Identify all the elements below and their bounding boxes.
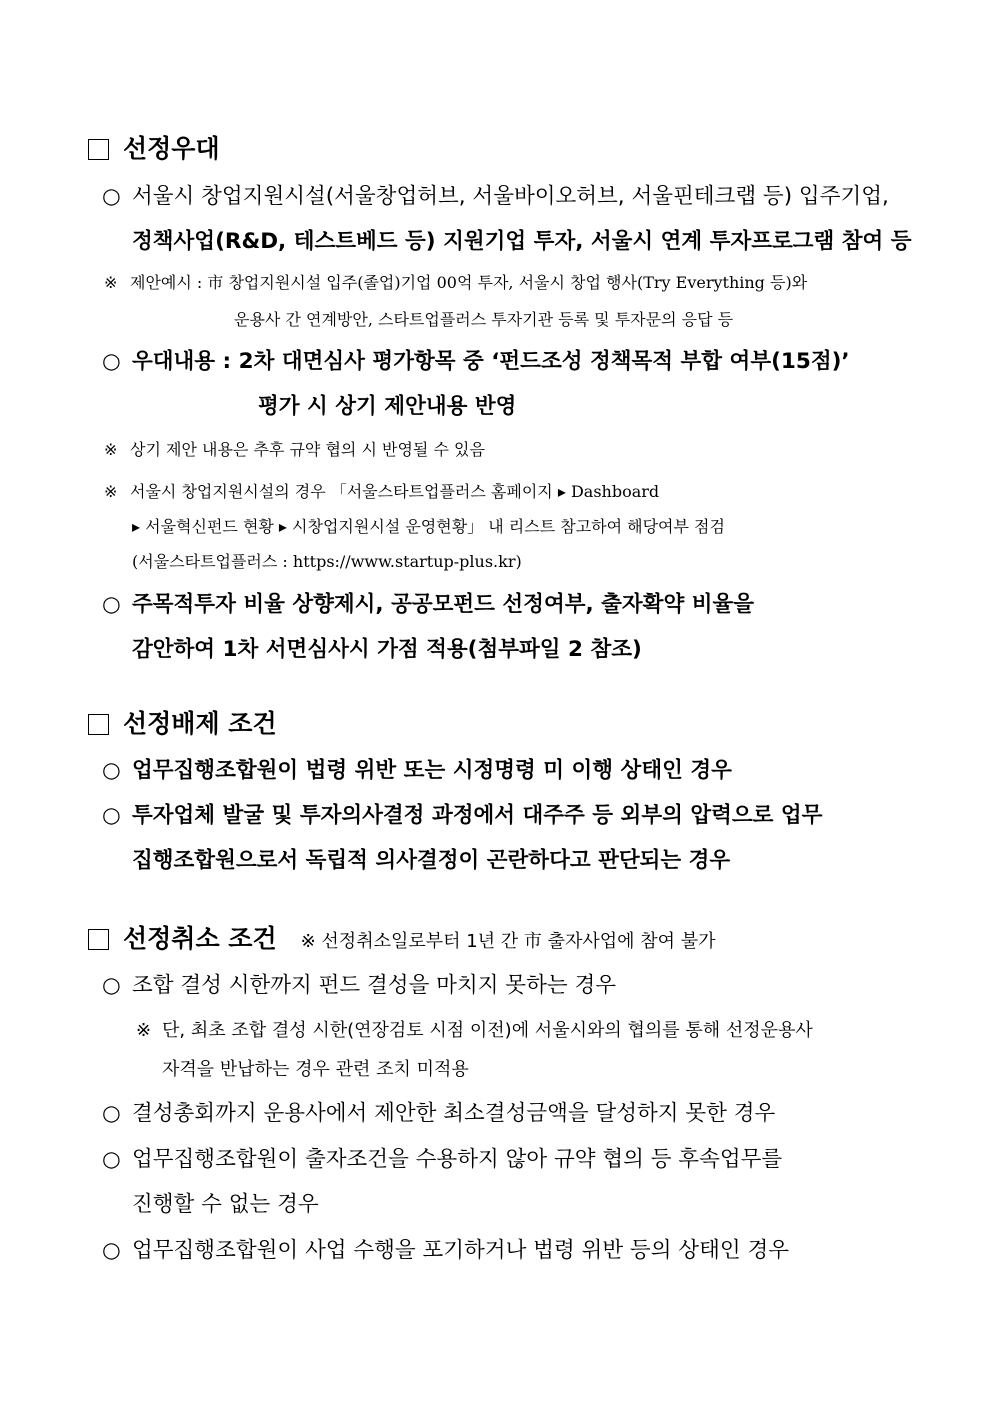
bullet-item: ○ 업무집행조합원이 사업 수행을 포기하거나 법령 위반 등의 상태인 경우 — [102, 1238, 789, 1263]
note-item-continued: (서울스타트업플러스 : https://www.startup-plus.kr) — [132, 552, 522, 571]
circle-bullet-icon: ○ — [102, 184, 121, 209]
section-heading-preference: 선정우대 — [88, 136, 220, 161]
bullet-item: ○ 우대내용 : 2차 대면심사 평가항목 중 ‘펀드조성 정책목적 부합 여부(15점)’ — [102, 349, 850, 374]
note-item-continued: 자격을 반납하는 경우 관련 조치 미적용 — [162, 1059, 469, 1080]
circle-bullet-icon: ○ — [102, 973, 121, 998]
section-heading-note: ※ 선정취소일로부터 1년 간 市 출자사업에 참여 불가 — [300, 931, 716, 952]
note-item-continued: ▸ 서울혁신펀드 현황 ▸ 시창업지원시설 운영현황」 내 리스트 참고하여 해당여부 점검 — [132, 517, 725, 536]
note-item-continued: 운용사 간 연계방안, 스타트업플러스 투자기관 등록 및 투자문의 응답 등 — [234, 310, 734, 329]
bullet-item-continued: 감안하여 1차 서면심사시 가점 적용(첨부파일 2 참조) — [132, 637, 642, 662]
circle-bullet-icon: ○ — [102, 758, 121, 783]
circle-bullet-icon: ○ — [102, 592, 121, 617]
bullet-item: ○ 업무집행조합원이 출자조건을 수용하지 않아 규약 협의 등 후속업무를 — [102, 1147, 783, 1172]
bullet-item: ○ 업무집행조합원이 법령 위반 또는 시정명령 미 이행 상태인 경우 — [102, 758, 732, 783]
reference-mark-icon: ※ — [136, 1020, 152, 1041]
bullet-item-continued: 정책사업(R&D, 테스트베드 등) 지원기업 투자, 서울시 연계 투자프로그램 참여 등 — [132, 229, 912, 254]
reference-mark-icon: ※ — [104, 273, 118, 292]
bullet-item: ○ 투자업체 발굴 및 투자의사결정 과정에서 대주주 등 외부의 압력으로 업무 — [102, 803, 823, 828]
note-item: ※ 단, 최초 조합 결성 시한(연장검토 시점 이전)에 서울시와의 협의를 통해 선정운용사 — [136, 1020, 813, 1041]
note-item: ※ 제안예시 : 市 창업지원시설 입주(졸업)기업 00억 투자, 서울시 창업 행사(Try Everything 등)와 — [104, 273, 808, 292]
bullet-item: ○ 주목적투자 비율 상향제시, 공공모펀드 선정여부, 출자확약 비율을 — [102, 592, 755, 617]
circle-bullet-icon: ○ — [102, 803, 121, 828]
section-heading-cancellation: 선정취소 조건 ※ 선정취소일로부터 1년 간 市 출자사업에 참여 불가 — [88, 926, 716, 951]
reference-mark-icon: ※ — [104, 440, 118, 459]
circle-bullet-icon: ○ — [102, 1238, 121, 1263]
note-item: ※ 서울시 창업지원시설의 경우 「서울스타트업플러스 홈페이지 ▸ Dashboard — [104, 482, 660, 501]
checkbox-square-icon — [88, 714, 109, 735]
circle-bullet-icon: ○ — [102, 1147, 121, 1172]
bullet-item-continued: 평가 시 상기 제안내용 반영 — [258, 394, 517, 419]
bullet-item: ○ 조합 결성 시한까지 펀드 결성을 마치지 못하는 경우 — [102, 973, 616, 998]
bullet-item-continued: 진행할 수 없는 경우 — [132, 1192, 319, 1217]
circle-bullet-icon: ○ — [102, 1101, 121, 1126]
checkbox-square-icon — [88, 929, 109, 950]
bullet-item: ○ 결성총회까지 운용사에서 제안한 최소결성금액을 달성하지 못한 경우 — [102, 1101, 776, 1126]
bullet-item: ○ 서울시 창업지원시설(서울창업허브, 서울바이오허브, 서울핀테크랩 등) 입주기업, — [102, 184, 889, 209]
section-heading-exclusion: 선정배제 조건 — [88, 711, 277, 736]
checkbox-square-icon — [88, 139, 109, 160]
circle-bullet-icon: ○ — [102, 349, 121, 374]
reference-mark-icon: ※ — [104, 482, 118, 501]
bullet-item-continued: 집행조합원으로서 독립적 의사결정이 곤란하다고 판단되는 경우 — [132, 848, 731, 873]
note-item: ※ 상기 제안 내용은 추후 규약 협의 시 반영될 수 있음 — [104, 440, 485, 459]
